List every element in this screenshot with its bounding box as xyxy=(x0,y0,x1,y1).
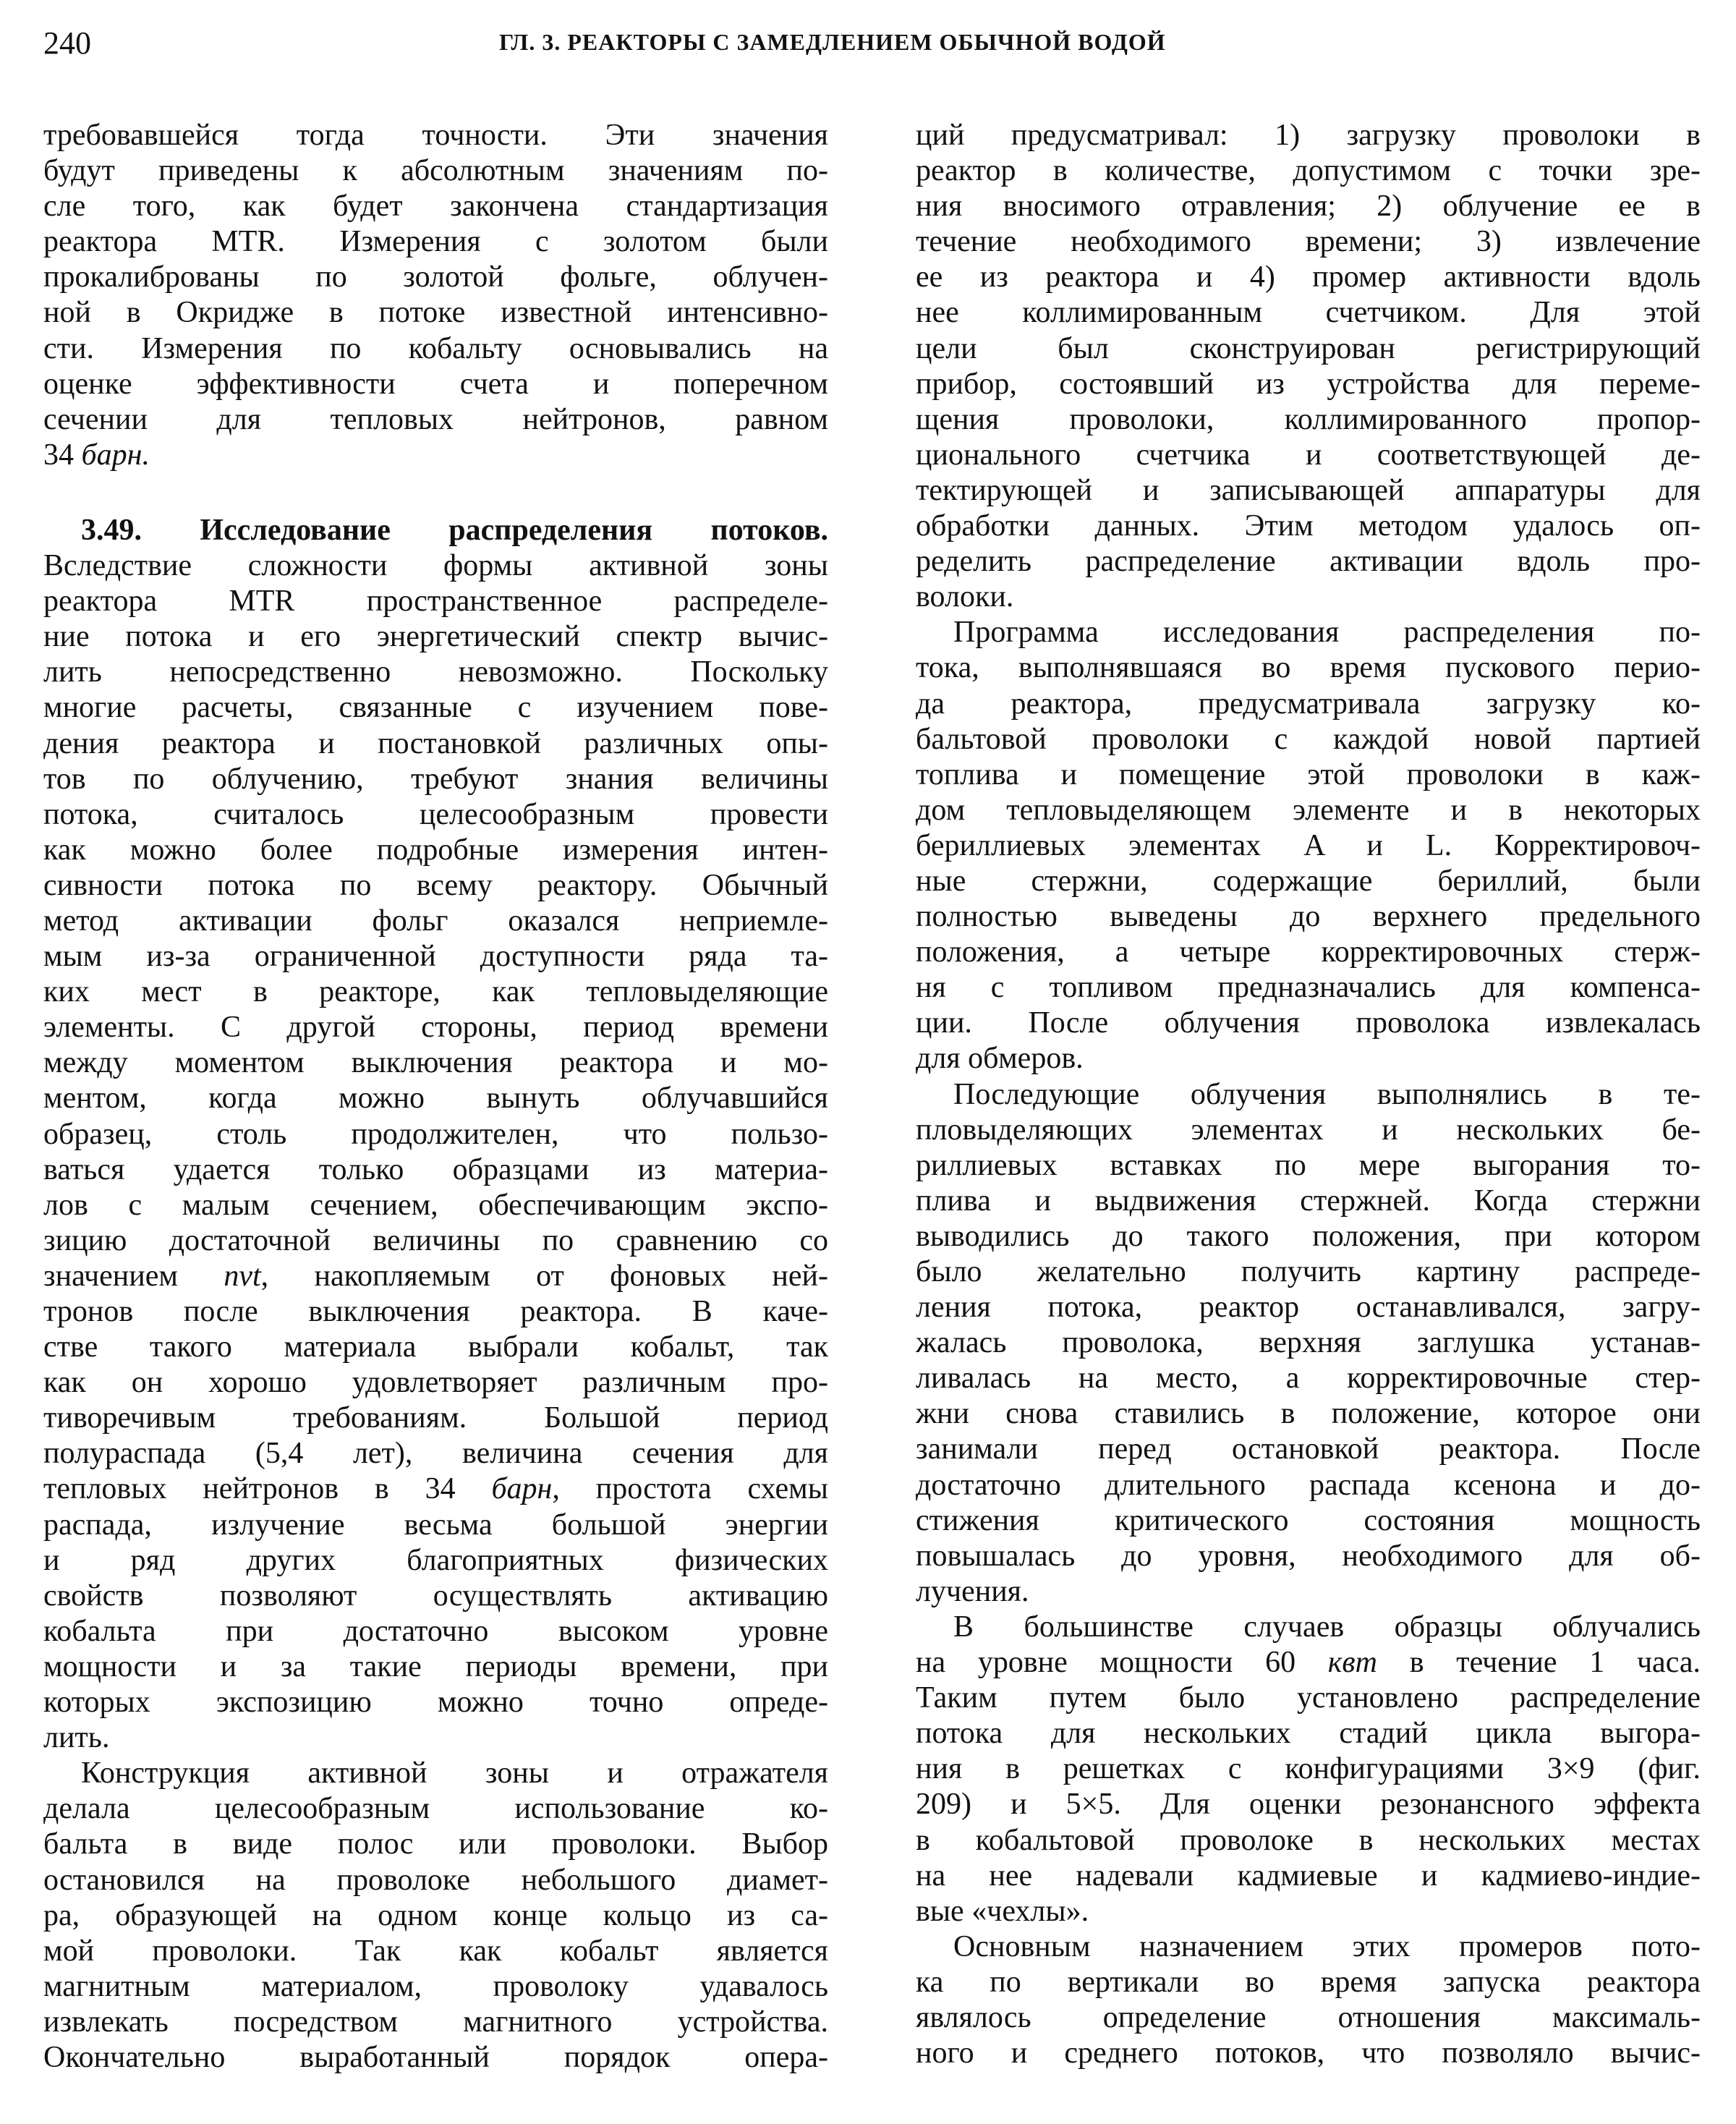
text-line: ня с топливом предназначались для компенса- xyxy=(916,971,1701,1005)
text-line: лучения. xyxy=(916,1574,1029,1608)
paragraph xyxy=(43,513,828,1756)
italic-term: квт xyxy=(1327,1646,1377,1680)
text-line: ливалась на место, а корректировочные стер- xyxy=(916,1362,1701,1396)
text-line: риллиевых вставках по мере выгорания то- xyxy=(916,1148,1701,1182)
text-line: было желательно получить картину распреде- xyxy=(916,1255,1701,1288)
text-line xyxy=(43,1471,828,1507)
text-segment: на уровне мощности 60 xyxy=(916,1646,1328,1680)
text-line: метод активации фольг оказался неприемле- xyxy=(43,904,828,938)
text-line: являлось определение отношения максималь- xyxy=(916,2000,1701,2034)
page-number: 240 xyxy=(43,25,91,61)
text-line: плива и выдвижения стержней. Когда стержни xyxy=(916,1184,1701,1218)
text-line: многие расчеты, связанные с изучением пове- xyxy=(43,691,828,725)
text-line: тектирующей и записывающей аппаратуры для xyxy=(916,473,1701,507)
text-line: мым из-за ограниченной доступности ряда та- xyxy=(43,940,828,974)
text-line: как он хорошо удовлетворяет различным про- xyxy=(43,1366,828,1400)
text-segment: , простота схемы xyxy=(552,1472,828,1506)
text-line: будут приведены к абсолютным значениям по- xyxy=(43,154,828,188)
text-line: волоки. xyxy=(916,580,1014,614)
text-line: дом тепловыделяющем элементе и в некоторых xyxy=(916,793,1701,827)
text-line: полураспада (5,4 лет), величина сечения для xyxy=(43,1437,828,1471)
text-line: щения проволоки, коллимированного пропор- xyxy=(916,402,1701,436)
text-line: мой проволоки. Так как кобальт является xyxy=(43,1934,828,1968)
text-line: повышалась до уровня, необходимого для об- xyxy=(916,1539,1701,1573)
text-line: ка по вертикали во время запуска реактора xyxy=(916,1965,1701,1999)
text-line: Конструкция активной зоны и отражателя xyxy=(81,1756,828,1790)
text-line: выводились до такого положения, при котором xyxy=(916,1219,1701,1253)
text-segment: значением xyxy=(43,1259,224,1293)
text-line: жалась проволока, верхняя заглушка устанав- xyxy=(916,1326,1701,1360)
italic-term: барн. xyxy=(81,438,150,472)
text-segment: в течение 1 часа. xyxy=(1377,1646,1701,1680)
text-line: реактора MTR. Измерения с золотом были xyxy=(43,225,828,259)
text-line: распада, излучение весьма большой энергии xyxy=(43,1508,828,1542)
text-line: остановился на проволоке небольшого диамет- xyxy=(43,1863,828,1897)
paragraph xyxy=(916,1610,1701,1929)
text-line: да реактора, предусматривала загрузку ко- xyxy=(916,687,1701,721)
text-line: бальтовой проволоки с каждой новой партией xyxy=(916,722,1701,756)
text-column-right xyxy=(916,118,1701,2071)
text-line: магнитным материалом, проволоку удавалось xyxy=(43,1969,828,2003)
text-line: образец, столь продолжителен, что пользо- xyxy=(43,1117,828,1151)
text-line: ваться удается только образцами из материа- xyxy=(43,1152,828,1186)
text-segment: тепловых нейтронов в 34 xyxy=(43,1472,492,1506)
text-line: и ряд других благоприятных физических xyxy=(43,1543,828,1577)
text-line: реактора MTR пространственное распределе- xyxy=(43,585,828,619)
text-line: ния в решетках с конфигурациями 3×9 (фиг. xyxy=(916,1752,1701,1786)
text-line: ких мест в реакторе, как тепловыделяющие xyxy=(43,975,828,1009)
text-line: ции. После облучения проволока извлекалась xyxy=(916,1006,1701,1040)
text-line: тиворечивым требованиям. Большой период xyxy=(43,1401,828,1435)
text-segment: , накопляемым от фоновых ней- xyxy=(260,1259,828,1293)
paragraph xyxy=(916,1077,1701,1610)
text-line: дения реактора и постановкой различных опы- xyxy=(43,726,828,760)
text-line: бериллиевых элементах A и L. Корректировоч- xyxy=(916,828,1701,862)
text-line: стве такого материала выбрали кобальт, так xyxy=(43,1330,828,1364)
text-line: обработки данных. Этим методом удалось оп- xyxy=(916,509,1701,543)
text-line: жни снова ставились в положение, которое они xyxy=(916,1397,1701,1431)
italic-term: барн xyxy=(491,1472,553,1506)
text-line xyxy=(43,438,828,473)
text-line xyxy=(43,513,828,548)
text-line: сечении для тепловых нейтронов, равном xyxy=(43,402,828,436)
text-line: нее коллимированным счетчиком. Для этой xyxy=(916,296,1701,330)
text-line: Программа исследования распределения по- xyxy=(953,616,1701,650)
text-line: полностью выведены до верхнего предельного xyxy=(916,900,1701,934)
text-line xyxy=(916,1645,1701,1681)
text-line: прибор, состоявший из устройства для переме- xyxy=(916,367,1701,401)
text-line: Последующие облучения выполнялись в те- xyxy=(953,1077,1701,1111)
text-line: зицию достаточной величины по сравнению со xyxy=(43,1223,828,1257)
text-line: ние потока и его энергетический спектр вычис- xyxy=(43,620,828,654)
text-line: ного и среднего потоков, что позволяло вычис- xyxy=(916,2036,1701,2070)
text-line: топлива и помещение этой проволоки в каж- xyxy=(916,757,1701,791)
text-line: бальта в виде полос или проволоки. Выбор xyxy=(43,1827,828,1861)
text-column-left xyxy=(43,118,828,2076)
text-line: мощности и за такие периоды времени, при xyxy=(43,1649,828,1683)
text-line: достаточно длительного распада ксенона и до- xyxy=(916,1468,1701,1502)
running-title: ГЛ. 3. РЕАКТОРЫ С ЗАМЕДЛЕНИЕМ ОБЫЧНОЙ ВОДОЙ xyxy=(499,29,1166,55)
text-line: тов по облучению, требуют знания величины xyxy=(43,762,828,796)
text-line: элементы. С другой стороны, период времени xyxy=(43,1011,828,1045)
text-line: лить непосредственно невозможно. Поскольку xyxy=(43,655,828,689)
text-line: как можно более подробные измерения интен- xyxy=(43,833,828,867)
text-line: ее из реактора и 4) промер активности вдоль xyxy=(916,260,1701,294)
italic-term: nvt xyxy=(224,1259,261,1293)
text-segment: 34 xyxy=(43,438,82,472)
text-line: ния вносимого отравления; 2) облучение ее в xyxy=(916,190,1701,224)
text-line: на нее надевали кадмиевые и кадмиево-индие- xyxy=(916,1858,1701,1893)
paragraph xyxy=(916,118,1701,615)
text-line: ления потока, реактор останавливался, загру- xyxy=(916,1291,1701,1325)
text-line xyxy=(43,1259,828,1294)
text-line: занимали перед остановкой реактора. После xyxy=(916,1432,1701,1466)
text-line: сти. Измерения по кобальту основывались на xyxy=(43,331,828,365)
text-line: делала целесообразным использование ко- xyxy=(43,1792,828,1826)
text-line: В большинстве случаев образцы облучались xyxy=(953,1610,1701,1644)
paragraph xyxy=(43,1756,828,2076)
text-line: свойств позволяют осуществлять активацию xyxy=(43,1579,828,1613)
text-line: цели был сконструирован регистрирующий xyxy=(916,331,1701,365)
text-line: ционального счетчика и соответствующей де- xyxy=(916,438,1701,472)
text-line: которых экспозицию можно точно опреде- xyxy=(43,1686,828,1720)
text-line: пловыделяющих элементах и нескольких бе- xyxy=(916,1113,1701,1147)
text-line: ные стержни, содержащие бериллий, были xyxy=(916,864,1701,898)
text-line: лить. xyxy=(43,1721,110,1755)
text-line: стижения критического состояния мощность xyxy=(916,1503,1701,1537)
paragraph-spacer xyxy=(43,473,828,513)
text-line: лов с малым сечением, обеспечивающим экспо- xyxy=(43,1188,828,1222)
text-line: тока, выполнявшаяся во время пускового перио- xyxy=(916,651,1701,685)
text-line: для обмеров. xyxy=(916,1042,1084,1076)
text-line: извлекать посредством магнитного устройства. xyxy=(43,2005,828,2039)
text-line: между моментом выключения реактора и мо- xyxy=(43,1046,828,1080)
text-line: ций предусматривал: 1) загрузку проволоки в xyxy=(916,119,1701,152)
section-heading: 3.49. Исследование распределения потоков. xyxy=(81,513,828,547)
text-line: 209) и 5×5. Для оценки резонансного эффекта xyxy=(916,1788,1701,1822)
text-line: течение необходимого времени; 3) извлечение xyxy=(916,225,1701,259)
text-line: оценке эффективности счета и поперечном xyxy=(43,367,828,401)
text-line: положения, а четыре корректировочных стерж- xyxy=(916,935,1701,969)
paragraph xyxy=(916,1929,1701,2071)
text-line: реактор в количестве, допустимом с точки зре- xyxy=(916,154,1701,188)
text-line: ной в Окридже в потоке известной интенсивно- xyxy=(43,296,828,330)
text-line: ментом, когда можно вынуть облучавшийся xyxy=(43,1082,828,1116)
text-line: Вследствие сложности формы активной зоны xyxy=(43,549,828,583)
text-line: Основным назначением этих промеров пото- xyxy=(953,1929,1701,1963)
text-line: ра, образующей на одном конце кольцо из са- xyxy=(43,1898,828,1932)
text-line: Таким путем было установлено распределение xyxy=(916,1681,1701,1715)
text-line: сивности потока по всему реактору. Обычный xyxy=(43,868,828,902)
text-line: кобальта при достаточно высоком уровне xyxy=(43,1614,828,1648)
text-line: потока, считалось целесообразным провести xyxy=(43,797,828,831)
paragraph xyxy=(916,615,1701,1076)
text-line: ределить распределение активации вдоль про- xyxy=(916,545,1701,579)
text-line: потока для нескольких стадий цикла выгора- xyxy=(916,1717,1701,1751)
text-line: требовавшейся тогда точности. Эти значения xyxy=(43,119,828,152)
text-line: сле того, как будет закончена стандартизация xyxy=(43,190,828,224)
text-line: вые «чехлы». xyxy=(916,1894,1089,1928)
paragraph xyxy=(43,118,828,473)
text-line: тронов после выключения реактора. В каче- xyxy=(43,1295,828,1328)
text-line: прокалиброваны по золотой фольге, облучен- xyxy=(43,260,828,294)
text-line: в кобальтовой проволоке в нескольких местах xyxy=(916,1823,1701,1857)
text-line: Окончательно выработанный порядок опера- xyxy=(43,2040,828,2074)
